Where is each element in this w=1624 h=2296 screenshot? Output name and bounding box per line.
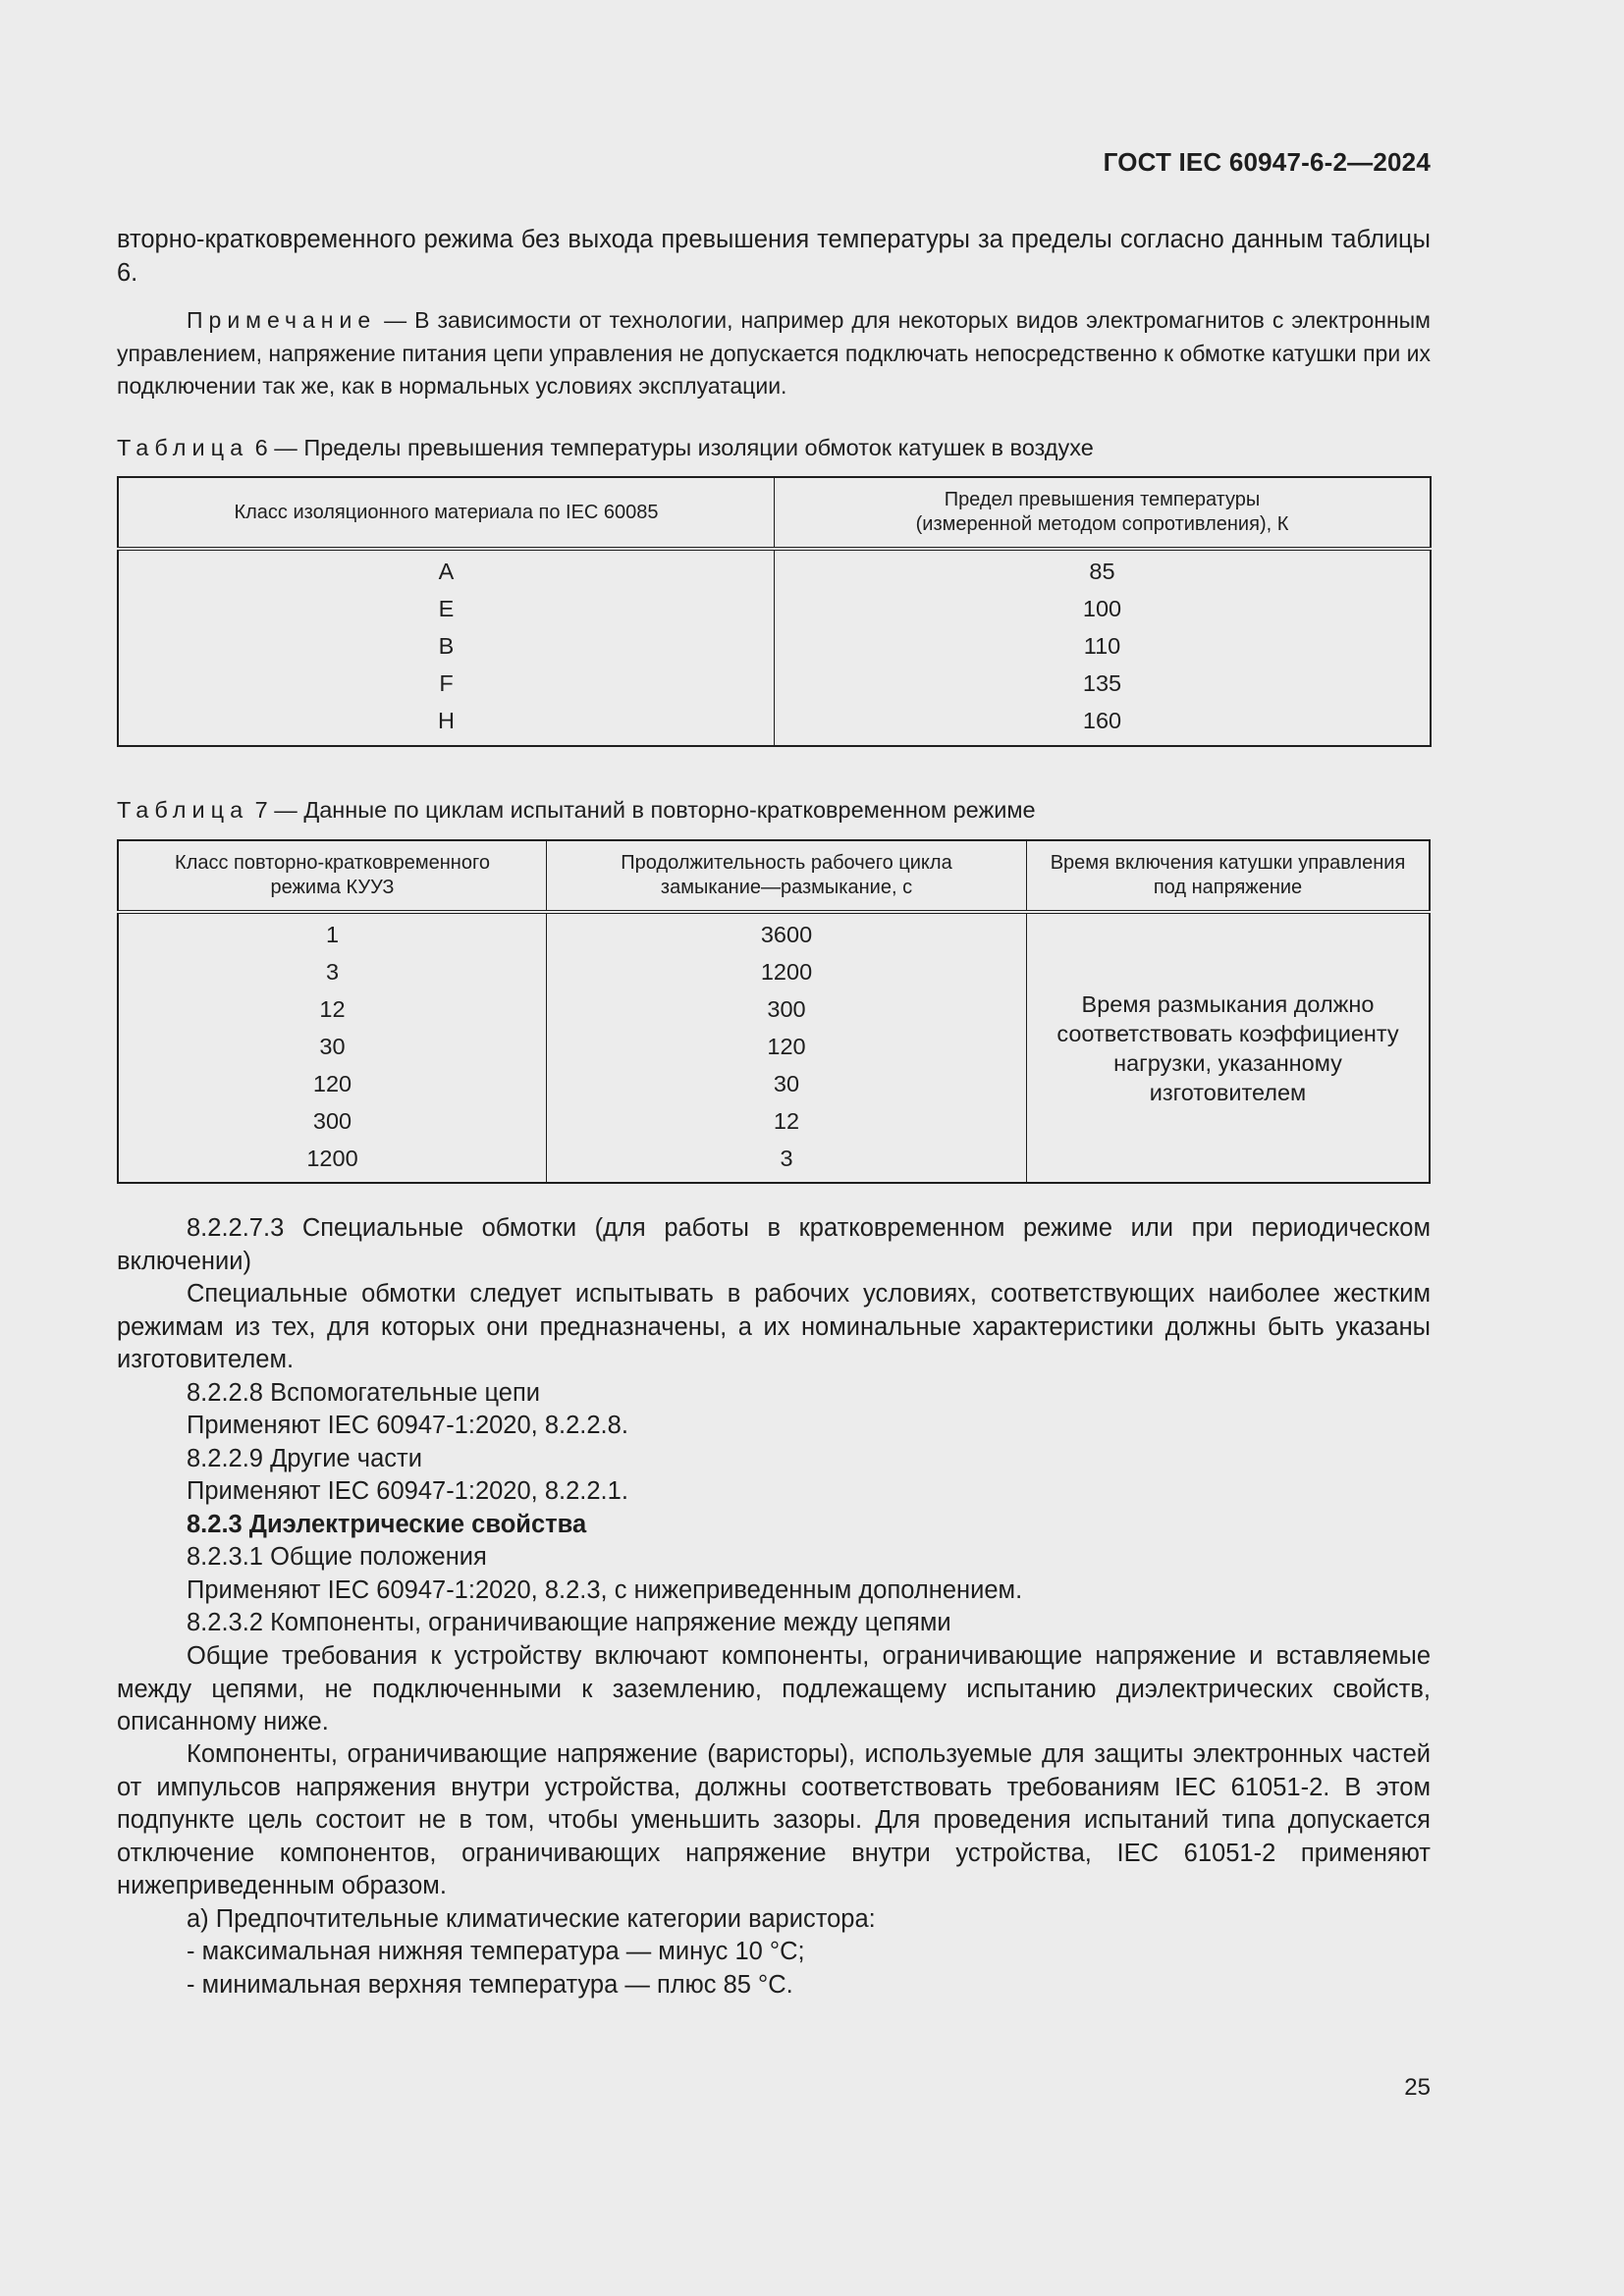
page-number: 25	[1404, 2074, 1431, 2101]
list-item-min-temp: - максимальная нижняя температура — минус 10 °С;	[187, 1938, 805, 1965]
table7-duration: 300	[767, 996, 806, 1022]
table7-col1-header	[118, 840, 547, 912]
table6-class: B	[438, 633, 455, 659]
table7-col1-header-line2: режима КУУЗ	[270, 877, 395, 898]
table7-durations-cell	[547, 912, 1027, 1183]
heading-8-2-3: 8.2.3 Диэлектрические свойства	[187, 1511, 587, 1538]
paragraph-general-requirements: Общие требования к устройству включают компоненты, ограничивающие напряжение и вставляемые между цепями, не подключенными к заземлению, подлежащему испытанию диэлектрических свойств, описанному ниже.	[117, 1642, 1431, 1735]
table7-title: 7 — Данные по циклам испытаний в повторно-кратковременном режиме	[248, 797, 1036, 823]
table7-merged-cell	[1027, 912, 1431, 1183]
table7-class: 120	[312, 1071, 352, 1096]
paragraph-8-2-2-7-3: 8.2.2.7.3 Специальные обмотки (для работы в кратковременном режиме или при периодическом включении)	[117, 1214, 1431, 1275]
table7-class: 30	[319, 1034, 346, 1059]
intro-paragraph: вторно-кратковременного режима без выхода превышения температуры за пределы согласно данным таблицы 6.	[117, 226, 1431, 287]
table7-col3-header-line1: Время включения катушки управления	[1050, 852, 1406, 874]
table6-limit: 160	[1082, 708, 1122, 733]
table7-duration: 1200	[760, 959, 813, 985]
document-header: ГОСТ IEC 60947-6-2—2024	[1103, 147, 1431, 177]
table7-caption	[117, 797, 1036, 824]
table7-class: 12	[319, 996, 346, 1022]
table6-class: E	[438, 596, 455, 621]
table7-duration: 3600	[760, 922, 813, 947]
table6-class: H	[438, 708, 455, 733]
text-apply-8-2-3: Применяют IEC 60947-1:2020, 8.2.3, с нижеприведенным дополнением.	[187, 1576, 1023, 1604]
table6-class: F	[439, 670, 454, 696]
table7-body-row	[118, 912, 1430, 1183]
table7-class: 1	[325, 922, 340, 947]
paragraph-varistors: Компоненты, ограничивающие напряжение (варисторы), используемые для защиты электронных частей от импульсов напряжения внутри устройства, должны соответствовать требованиям IEC 61051-2. В этом подпункте цель состоит не в том, чтобы уменьшить зазоры. Для проведения испытаний типа допускается отключение компонентов, ограничивающих напряжение внутри устройства, IEC 61051-2 применяют нижеприведенным образом.	[117, 1740, 1431, 1899]
heading-8-2-3-2: 8.2.3.2 Компоненты, ограничивающие напряжение между цепями	[187, 1609, 951, 1636]
table6-col2-header-line2: (измеренной методом сопротивления), К	[915, 513, 1289, 535]
table7-col3-header	[1027, 840, 1431, 912]
table7-col2-header-line1: Продолжительность рабочего цикла	[621, 852, 952, 874]
table7-class: 3	[325, 959, 340, 985]
table6-label: Таблица	[117, 435, 249, 460]
note-paragraph	[117, 304, 1431, 403]
table-6	[117, 476, 1432, 747]
table7-merged-line3: нагрузки, указанному	[1113, 1049, 1342, 1076]
table6-classes-cell	[118, 549, 775, 746]
table7-label: Таблица	[117, 797, 249, 823]
list-item-a: a) Предпочтительные климатические категории варистора:	[187, 1905, 876, 1933]
table6-col1-header: Класс изоляционного материала по IEC 60085	[118, 477, 775, 549]
table7-duration: 120	[767, 1034, 806, 1059]
table7-col3-header-line2: под напряжение	[1153, 877, 1303, 898]
text-apply-8-2-2-1: Применяют IEC 60947-1:2020, 8.2.2.1.	[187, 1477, 628, 1505]
table6-class: A	[438, 559, 455, 584]
table7-merged-line2: соответствовать коэффициенту	[1056, 1020, 1399, 1046]
table7-duration: 12	[773, 1108, 800, 1134]
table6-col2-header-line1: Предел превышения температуры	[944, 489, 1261, 510]
table6-limits-cell	[775, 549, 1432, 746]
table6-title: 6 — Пределы превышения температуры изоляции обмоток катушек в воздухе	[248, 435, 1094, 460]
paragraph-special-windings: Специальные обмотки следует испытывать в рабочих условиях, соответствующих наиболее жестким режимам из тех, для которых они предназначены, а их номинальные характеристики должны быть указаны изготовителем.	[117, 1280, 1431, 1373]
table6-caption	[117, 435, 1094, 461]
text-apply-8-2-2-8: Применяют IEC 60947-1:2020, 8.2.2.8.	[187, 1412, 628, 1439]
table7-col2-header	[547, 840, 1027, 912]
table7-class: 1200	[306, 1146, 358, 1171]
table6-limit: 135	[1082, 670, 1122, 696]
table6-body-row	[118, 549, 1431, 746]
table7-classes-cell	[118, 912, 547, 1183]
table6-limit: 110	[1083, 633, 1121, 659]
table7-col1-header-line1: Класс повторно-кратковременного	[175, 852, 490, 874]
table7-merged-line1: Время размыкания должно	[1081, 990, 1375, 1017]
table7-merged-line4: изготовителем	[1149, 1079, 1307, 1105]
table7-class: 300	[312, 1108, 352, 1134]
table6-limit: 85	[1089, 559, 1115, 584]
heading-8-2-2-9: 8.2.2.9 Другие части	[187, 1445, 422, 1472]
table-7	[117, 839, 1431, 1184]
table7-header-row	[118, 840, 1430, 912]
table6-header-row	[118, 477, 1431, 549]
table7-duration: 3	[780, 1146, 793, 1171]
list-item-max-temp: - минимальная верхняя температура — плюс 85 °С.	[187, 1971, 793, 1999]
note-text: — В зависимости от технологии, например для некоторых видов электромагнитов с электронным управлением, напряжение питания цепи управления не допускается подключать непосредственно к обмотке катушки при их подключении так же, как в нормальных условиях эксплуатации.	[117, 307, 1431, 399]
heading-8-2-3-1: 8.2.3.1 Общие положения	[187, 1543, 487, 1571]
table6-limit: 100	[1082, 596, 1122, 621]
table7-col2-header-line2: замыкание—размыкание, с	[660, 877, 913, 898]
heading-8-2-2-8: 8.2.2.8 Вспомогательные цепи	[187, 1379, 541, 1407]
table6-col2-header	[775, 477, 1432, 549]
note-label: Примечание	[187, 307, 377, 333]
table7-duration: 30	[773, 1071, 800, 1096]
